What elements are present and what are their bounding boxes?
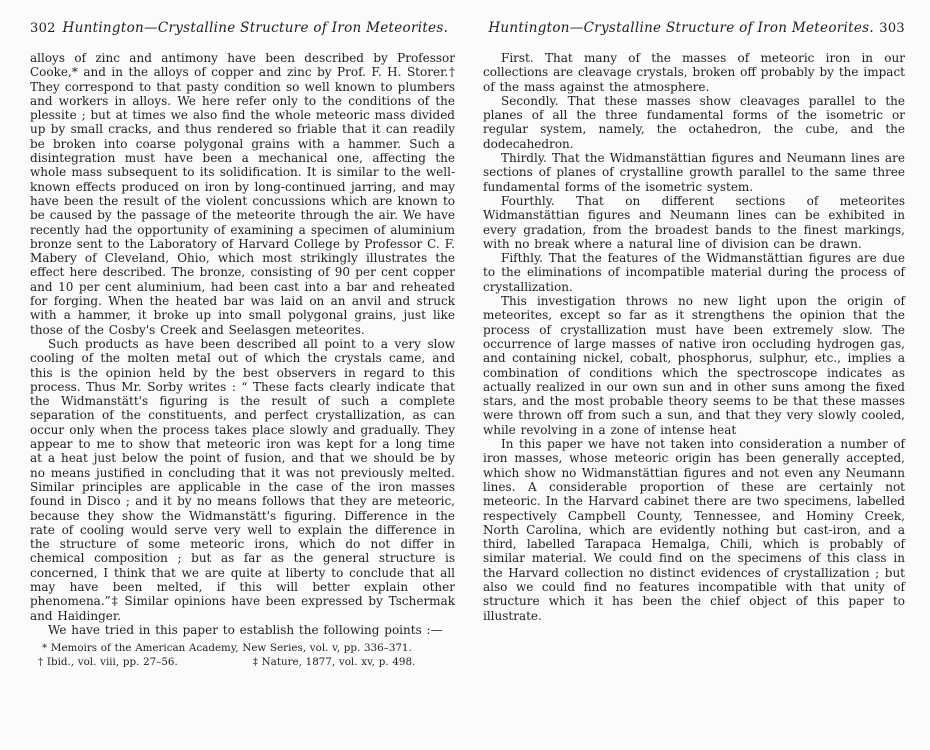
left-body-text [30,51,455,637]
right-paragraph-investigation: This investigation throws no new light upon the origin of meteorites, except so far as it strengthens the opinion that the process of crystallization must have been extremely slow. The occurrence of large masses of native iron occluding hydrogen gas, and containing nickel, cobalt, phosphorus, sulphur, etc., implies a combination of conditions which the spectroscope indicates as actually realized in our own sun and in other suns among the fixed stars, and the most probable theory seems to be that these masses were thrown off from such a sun, and that they very slowly cooled, while revolving in a zone of intense heat [483,294,905,437]
left-paragraph-2: Such products as have been described all point to a very slow cooling of the molten metal out of which the crystals came, and this is the opinion held by the best observers in regard to this process. Thus Mr. Sorby writes : “ These facts clearly indicate that the Widmanstätt's figuring is the result of such a complete separation of the constituents, and perfect crystallization, as can occur only when the process takes place slowly and gradually. They appear to me to show that meteoric iron was kept for a long time at a heat just below the point of fusion, and that we should be by no means justified in concluding that it was not previously melted. Similar principles are applicable in the case of the iron masses found in Disco ; and it by no means follows that they are meteoric, because they show the Widmanstätt's figuring. Difference in the rate of cooling would serve very well to explain the difference in the structure of some meteoric irons, which do not differ in chemical composition ; but as far as the general structure is concerned, I think that we are quite at liberty to conclude that all may have been melted, if this will better explain other phenomena.”‡ Similar opinions have been expressed by Tschermak and Haidinger. [30,336,455,623]
right-body-text [483,51,905,623]
footnote-ibid: † Ibid., vol. viii, pp. 27–56. [38,655,178,668]
right-running-head [483,20,905,36]
left-running-head [30,20,455,36]
right-paragraph-fifthly: Fifthly. That the features of the Widmanstättian figures are due to the eliminations of incompatible material during the process of crystallization. [483,251,905,294]
right-paragraph-thirdly: Thirdly. That the Widmanstättian figures and Neumann lines are sections of planes of crystalline growth parallel to the same three fundamental forms of the isometric system. [483,151,905,194]
right-page-number: 303 [879,21,905,36]
right-paragraph-first: First. That many of the masses of meteoric iron in our collections are cleavage crystals, broken off probably by the impact of the mass against the atmosphere. [483,51,905,94]
left-running-title: Huntington—Crystalline Structure of Iron Meteorites. [62,20,449,36]
left-page-number: 302 [30,21,56,36]
footnote-memoirs: * Memoirs of the American Academy, New Series, vol. v, pp. 336–371. [42,642,412,655]
right-paragraph-fourthly: Fourthly. That on different sections of meteorites Widmanstättian figures and Neumann lines can be exhibited in every gradation, from the broadest bands to the finest markings, with no break where a natural line of division can be drawn. [483,193,905,251]
right-paragraph-secondly: Secondly. That these masses show cleavages parallel to the planes of all the three fundamental forms of the isometric or regular system, namely, the octahedron, the cube, and the dodecahedron. [483,93,905,151]
left-paragraph-3: We have tried in this paper to establish the following points :— [48,622,443,637]
left-footnotes [30,642,455,669]
footnote-nature: ‡ Nature, 1877, vol. xv, p. 498. [252,655,416,668]
right-paragraph-conclusion: In this paper we have not taken into consideration a number of iron masses, whose meteoric origin has been generally accepted, which show no Widmanstättian figures and not even any Neumann lines. A considerable proportion of these are certainly not meteoric. In the Harvard cabinet there are two specimens, labelled respectively Campbell County, Tennessee, and Hominy Creek, North Carolina, which are evidently nothing but cast-iron, and a third, labelled Tarapaca Hemalga, Chili, which is probably of similar material. We could find on the specimens of this class in the Harvard collection no distinct evidences of crystallization ; but also we could find no features incompatible with that unity of structure which it has been the chief object of this paper to illustrate. [483,437,905,623]
right-page [465,0,930,750]
footnote-row [30,656,455,670]
left-paragraph-1: alloys of zinc and antimony have been described by Professor Cooke,* and in the alloys of copper and zinc by Prof. F. H. Storer.† They correspond to that pasty condition so well known to plumbers and workers in alloys. We here refer only to the conditions of the plessite ; but at times we also find the whole meteoric mass divided up by small cracks, and thus rendered so friable that it can readily be broken into coarse polygonal grains with a hammer. Such a disintegration must have been a mechanical one, affecting the whole mass subsequent to its solidification. It is similar to the well-known effects produced on iron by long-continued jarring, and may have been the result of the violent concussions which are known to be caused by the passage of the meteorite through the air. We have recently had the opportunity of examining a specimen of aluminium bronze sent to the Laboratory of Harvard College by Professor C. F. Mabery of Cleveland, Ohio, which most strikingly illustrates the effect here described. The bronze, consisting of 90 per cent copper and 10 per cent aluminium, had been cast into a bar and reheated for forging. When the heated bar was laid on an anvil and struck with a hammer, it broke up into small polygonal grains, just like those of the Cosby's Creek and Seelasgen meteorites. [30,51,455,337]
right-running-title: Huntington—Crystalline Structure of Iron Meteorites. [488,20,874,36]
